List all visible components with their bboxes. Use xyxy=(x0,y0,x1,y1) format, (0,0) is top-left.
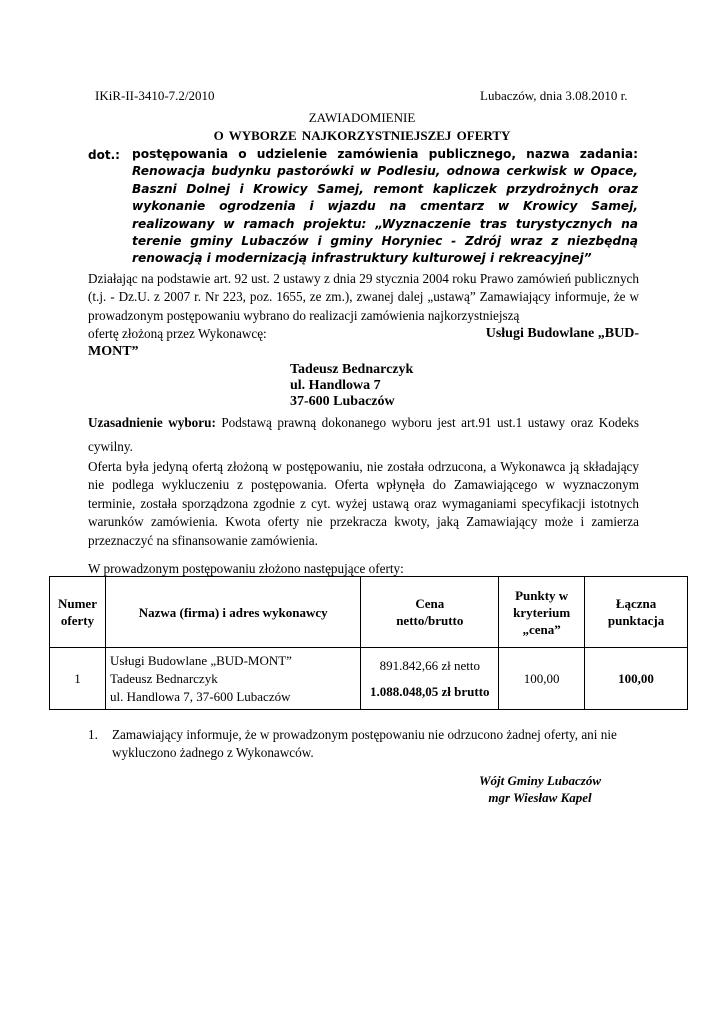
subject-text xyxy=(132,146,638,268)
subject-intro: postępowania o udzielenie zamówienia publicznego, nazwa zadania xyxy=(132,147,634,161)
header-price-line1: Cena xyxy=(415,596,445,611)
subject-colon: : xyxy=(633,147,638,161)
header-points xyxy=(499,577,585,648)
document-subtitle: O WYBORZE NAJKORZYSTNIEJSZEJ OFERTY xyxy=(213,128,511,143)
header-number-line1: Numer xyxy=(57,596,97,611)
justification-text: Podstawą prawną dokonanego wyboru jest art.91 ust.1 ustawy oraz Kodeks cywilny. xyxy=(88,415,640,454)
contractor-block xyxy=(290,362,413,410)
offer-price-net: 891.842,66 zł netto xyxy=(379,657,480,673)
note-number: 1. xyxy=(88,727,98,742)
note-text: Zamawiający informuje, że w prowadzonym postępowaniu nie odrzucono żadnej oferty, ani nie wykluczono żadnego z Wykonawców. xyxy=(112,727,617,760)
subject-label: dot.: xyxy=(88,148,120,162)
note-item xyxy=(88,726,648,761)
offer-firm-line2: Tadeusz Bednarczyk xyxy=(109,670,218,686)
offer-points: 100,00 xyxy=(499,648,585,710)
winner-name-start: Usługi Budowlane „BUD- xyxy=(485,326,639,342)
offer-price-gross: 1.088.048,05 zł brutto xyxy=(370,683,490,699)
document-title: ZAWIADOMIENIE xyxy=(308,110,416,125)
header-points-line3: „cena” xyxy=(522,621,561,637)
task-name: Renowacja budynku pastorówki w Podlesiu, odnowa cerkwisk w Opace, Baszni Dolnej i Krowicy Samej, remont kapliczek przydrożnych oraz wykonanie ogrodzenia i wjazdu na cmentarz w Krowicy Samej, realizowany w ramach projektu: „Wyznaczenie tras turystycznych na terenie gminy Lubaczów i gminy Horyniec - Zdrój wraz z niezbędną renowacją i modernizacją infrastruktury kulturowej i rekreacyjnej” xyxy=(132,164,638,266)
header-offer-number xyxy=(50,577,106,648)
place-date: Lubaczów, dnia 3.08.2010 r. xyxy=(480,88,628,103)
contractor-name: Tadeusz Bednarczyk xyxy=(290,362,414,377)
decision-paragraph xyxy=(88,270,639,344)
signature-title: Wójt Gminy Lubaczów xyxy=(478,773,602,788)
offer-assessment-paragraph: Oferta była jedyną ofertą złożoną w postępowaniu, nie została odrzucona, a Wykonawca ją składający nie podlega wykluczeniu z postępowania. Oferta wpłynęła do Zamawiającego w wyznaczonym terminie, została sporządzona zgodnie z cyt. wyżej ustawą oraz wymaganiami specyfikacji istotnych warunków zamówienia. Kwota oferty nie przekracza kwoty, jaką Zamawiający może i zamierza przeznaczyć na sfinansowanie zamówienia. xyxy=(88,459,639,548)
offer-firm-line3: ul. Handlowa 7, 37-600 Lubaczów xyxy=(109,688,291,704)
offer-price xyxy=(361,648,499,710)
header-number-line2: oferty xyxy=(60,613,95,628)
decision-last-line-text: ofertę złożoną przez Wykonawcę: xyxy=(88,326,267,342)
header-total: Łączna punktacja xyxy=(585,577,688,648)
header-points-line2: kryterium xyxy=(513,604,571,620)
offer-total: 100,00 xyxy=(585,648,688,710)
offer-firm xyxy=(105,648,360,710)
winner-name-end: MONT” xyxy=(88,344,139,359)
header-points-line1: Punkty w xyxy=(515,587,569,603)
table-header-row xyxy=(50,577,688,648)
justification-label: Uzasadnienie wyboru: xyxy=(88,415,216,430)
header-price xyxy=(361,577,499,648)
signature xyxy=(440,772,640,806)
table-row xyxy=(50,648,688,710)
justification xyxy=(88,411,639,459)
decision-text: Działając na podstawie art. 92 ust. 2 ustawy z dnia 29 stycznia 2004 roku Prawo zamówień publicznych (t.j. - Dz.U. z 2007 r. Nr 223, poz. 1655, ze zm.), zwanej dalej „ustawą” Zamawiający informuje, że w prowadzonym postępowaniu wybrano do realizacji zamówienia najkorzystniejszą xyxy=(88,271,639,323)
header-firm: Nazwa (firma) i adres wykonawcy xyxy=(105,577,360,648)
header-price-line2: netto/brutto xyxy=(396,613,464,628)
reference-number: IKiR-II-3410-7.2/2010 xyxy=(95,88,215,103)
contractor-street: ul. Handlowa 7 xyxy=(290,378,381,393)
contractor-city: 37-600 Lubaczów xyxy=(290,394,395,409)
offers-table xyxy=(49,576,688,710)
offer-firm-line1: Usługi Budowlane „BUD-MONT” xyxy=(109,652,292,668)
offer-number: 1 xyxy=(50,648,106,710)
offers-intro: W prowadzonym postępowaniu złożono następujące oferty: xyxy=(88,561,404,576)
decision-last-line xyxy=(88,325,639,343)
signature-name: mgr Wiesław Kapel xyxy=(488,790,592,805)
